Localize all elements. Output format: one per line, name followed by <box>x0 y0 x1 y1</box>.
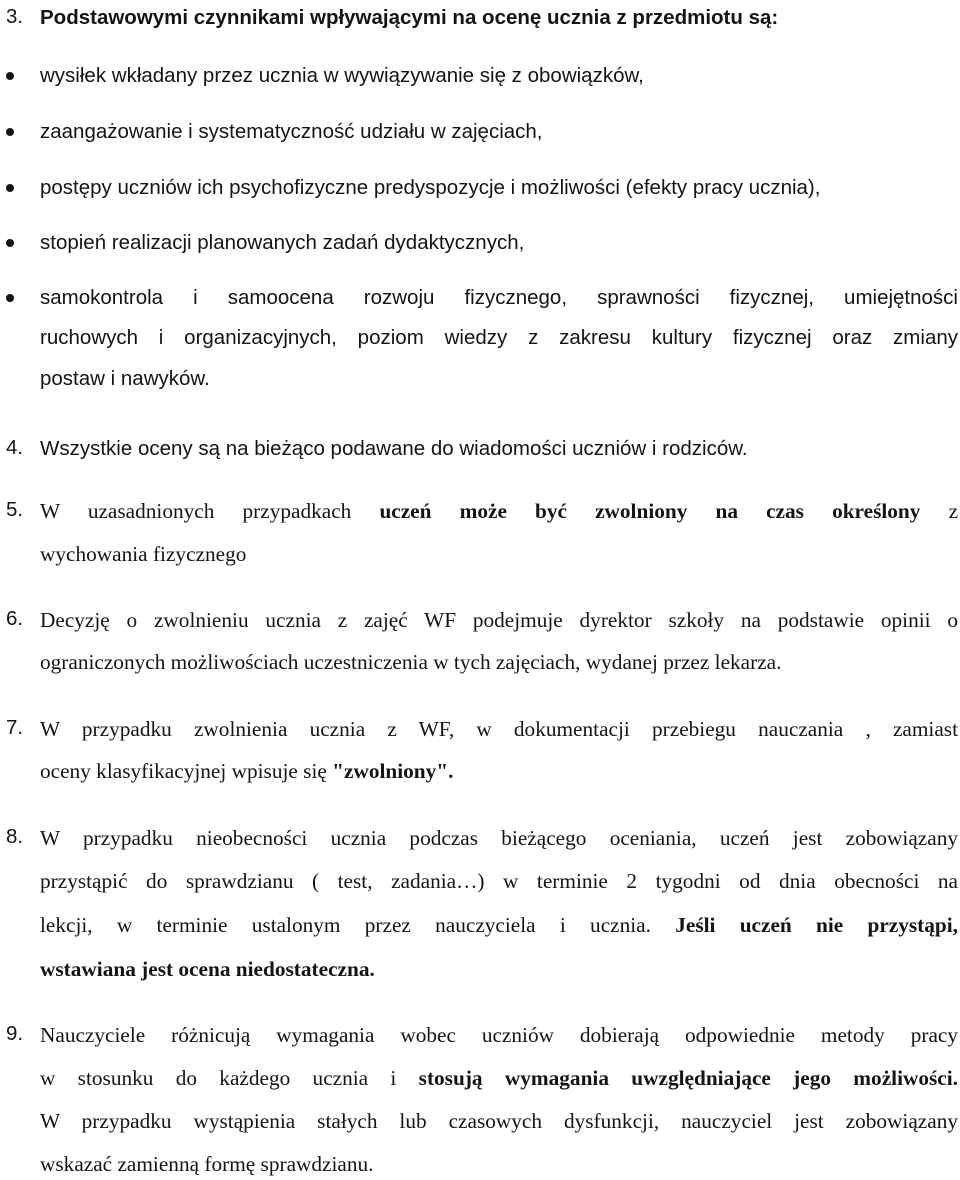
item-text-bold: wstawiana jest ocena niedostateczna. <box>40 957 375 981</box>
bullet-icon <box>6 72 14 80</box>
item-number: 4. <box>6 436 24 459</box>
item-text-bold: stosują wymagania uwzględniające jego możliwości. <box>418 1066 958 1090</box>
bullet-item: stopień realizacji planowanych zadań dydaktycznych, <box>40 231 525 254</box>
item-text-line: przystąpić do sprawdzianu ( test, zadania…) w terminie 2 tygodni od dnia obecności na <box>40 869 958 893</box>
item-text-line <box>40 912 958 938</box>
item-number: 8. <box>6 825 24 848</box>
item-text-line: W przypadku zwolnienia ucznia z WF, w dokumentacji przebiegu nauczania , zamiast <box>40 717 958 741</box>
item-text-bold: uczeń może być zwolniony na czas określony <box>379 499 921 523</box>
item-text-line: wskazać zamienną formę sprawdzianu. <box>40 1152 374 1176</box>
item-number: 3. <box>6 5 24 28</box>
bullet-icon <box>6 294 14 302</box>
item-number: 5. <box>6 498 24 521</box>
bullet-icon <box>6 239 14 247</box>
item-text: W uzasadnionych przypadkach <box>40 499 352 523</box>
item-text-line: ograniczonych możliwościach uczestniczenia w tych zajęciach, wydanej przez lekarza. <box>40 650 782 674</box>
item-text-line <box>40 956 958 982</box>
section-heading <box>40 5 958 31</box>
bullet-icon <box>6 184 14 192</box>
item-text: oceny klasyfikacyjnej wpisuje się <box>40 759 327 783</box>
item-text-line: Nauczyciele różnicują wymagania wobec uczniów dobierają odpowiednie metody pracy <box>40 1023 958 1047</box>
heading-text: Podstawowymi czynnikami wpływającymi na ocenę ucznia z przedmiotu są: <box>40 6 779 29</box>
bullet-item-line: samokontrola i samoocena rozwoju fizycznego, sprawności fizycznej, umiejętności <box>40 286 958 309</box>
item-text: w stosunku do każdego ucznia i <box>40 1066 397 1090</box>
bullet-item: zaangażowanie i systematyczność udziału w zajęciach, <box>40 120 543 143</box>
bullet-item-line: postaw i nawyków. <box>40 367 210 390</box>
bullet-item: wysiłek wkładany przez ucznia w wywiązywanie się z obowiązków, <box>40 64 644 87</box>
item-text-line <box>40 498 958 524</box>
item-number: 6. <box>6 607 24 630</box>
item-text-line <box>40 1065 958 1091</box>
bullet-item-line: ruchowych i organizacyjnych, poziom wiedzy z zakresu kultury fizycznej oraz zmiany <box>40 326 958 349</box>
item-number: 9. <box>6 1022 24 1045</box>
bullet-item: postępy uczniów ich psychofizyczne predyspozycje i możliwości (efekty pracy ucznia), <box>40 176 821 199</box>
item-text-bold: Jeśli uczeń nie przystąpi, <box>675 913 958 937</box>
item-text: lekcji, w terminie ustalonym przez nauczyciela i ucznia. <box>40 913 651 937</box>
item-text-line: wychowania fizycznego <box>40 542 247 566</box>
bullet-icon <box>6 128 14 136</box>
item-text-bold: "zwolniony". <box>332 759 454 783</box>
item-text: z <box>948 499 959 523</box>
item-text-line <box>40 758 958 784</box>
item-number: 7. <box>6 716 24 739</box>
item-text-line: Decyzję o zwolnieniu ucznia z zajęć WF podejmuje dyrektor szkoły na podstawie opinii o <box>40 608 958 632</box>
item-text: Wszystkie oceny są na bieżąco podawane do wiadomości uczniów i rodziców. <box>40 437 748 460</box>
item-text-line: W przypadku nieobecności ucznia podczas bieżącego oceniania, uczeń jest zobowiązany <box>40 826 958 850</box>
item-text-line: W przypadku wystąpienia stałych lub czasowych dysfunkcji, nauczyciel jest zobowiązany <box>40 1109 958 1133</box>
